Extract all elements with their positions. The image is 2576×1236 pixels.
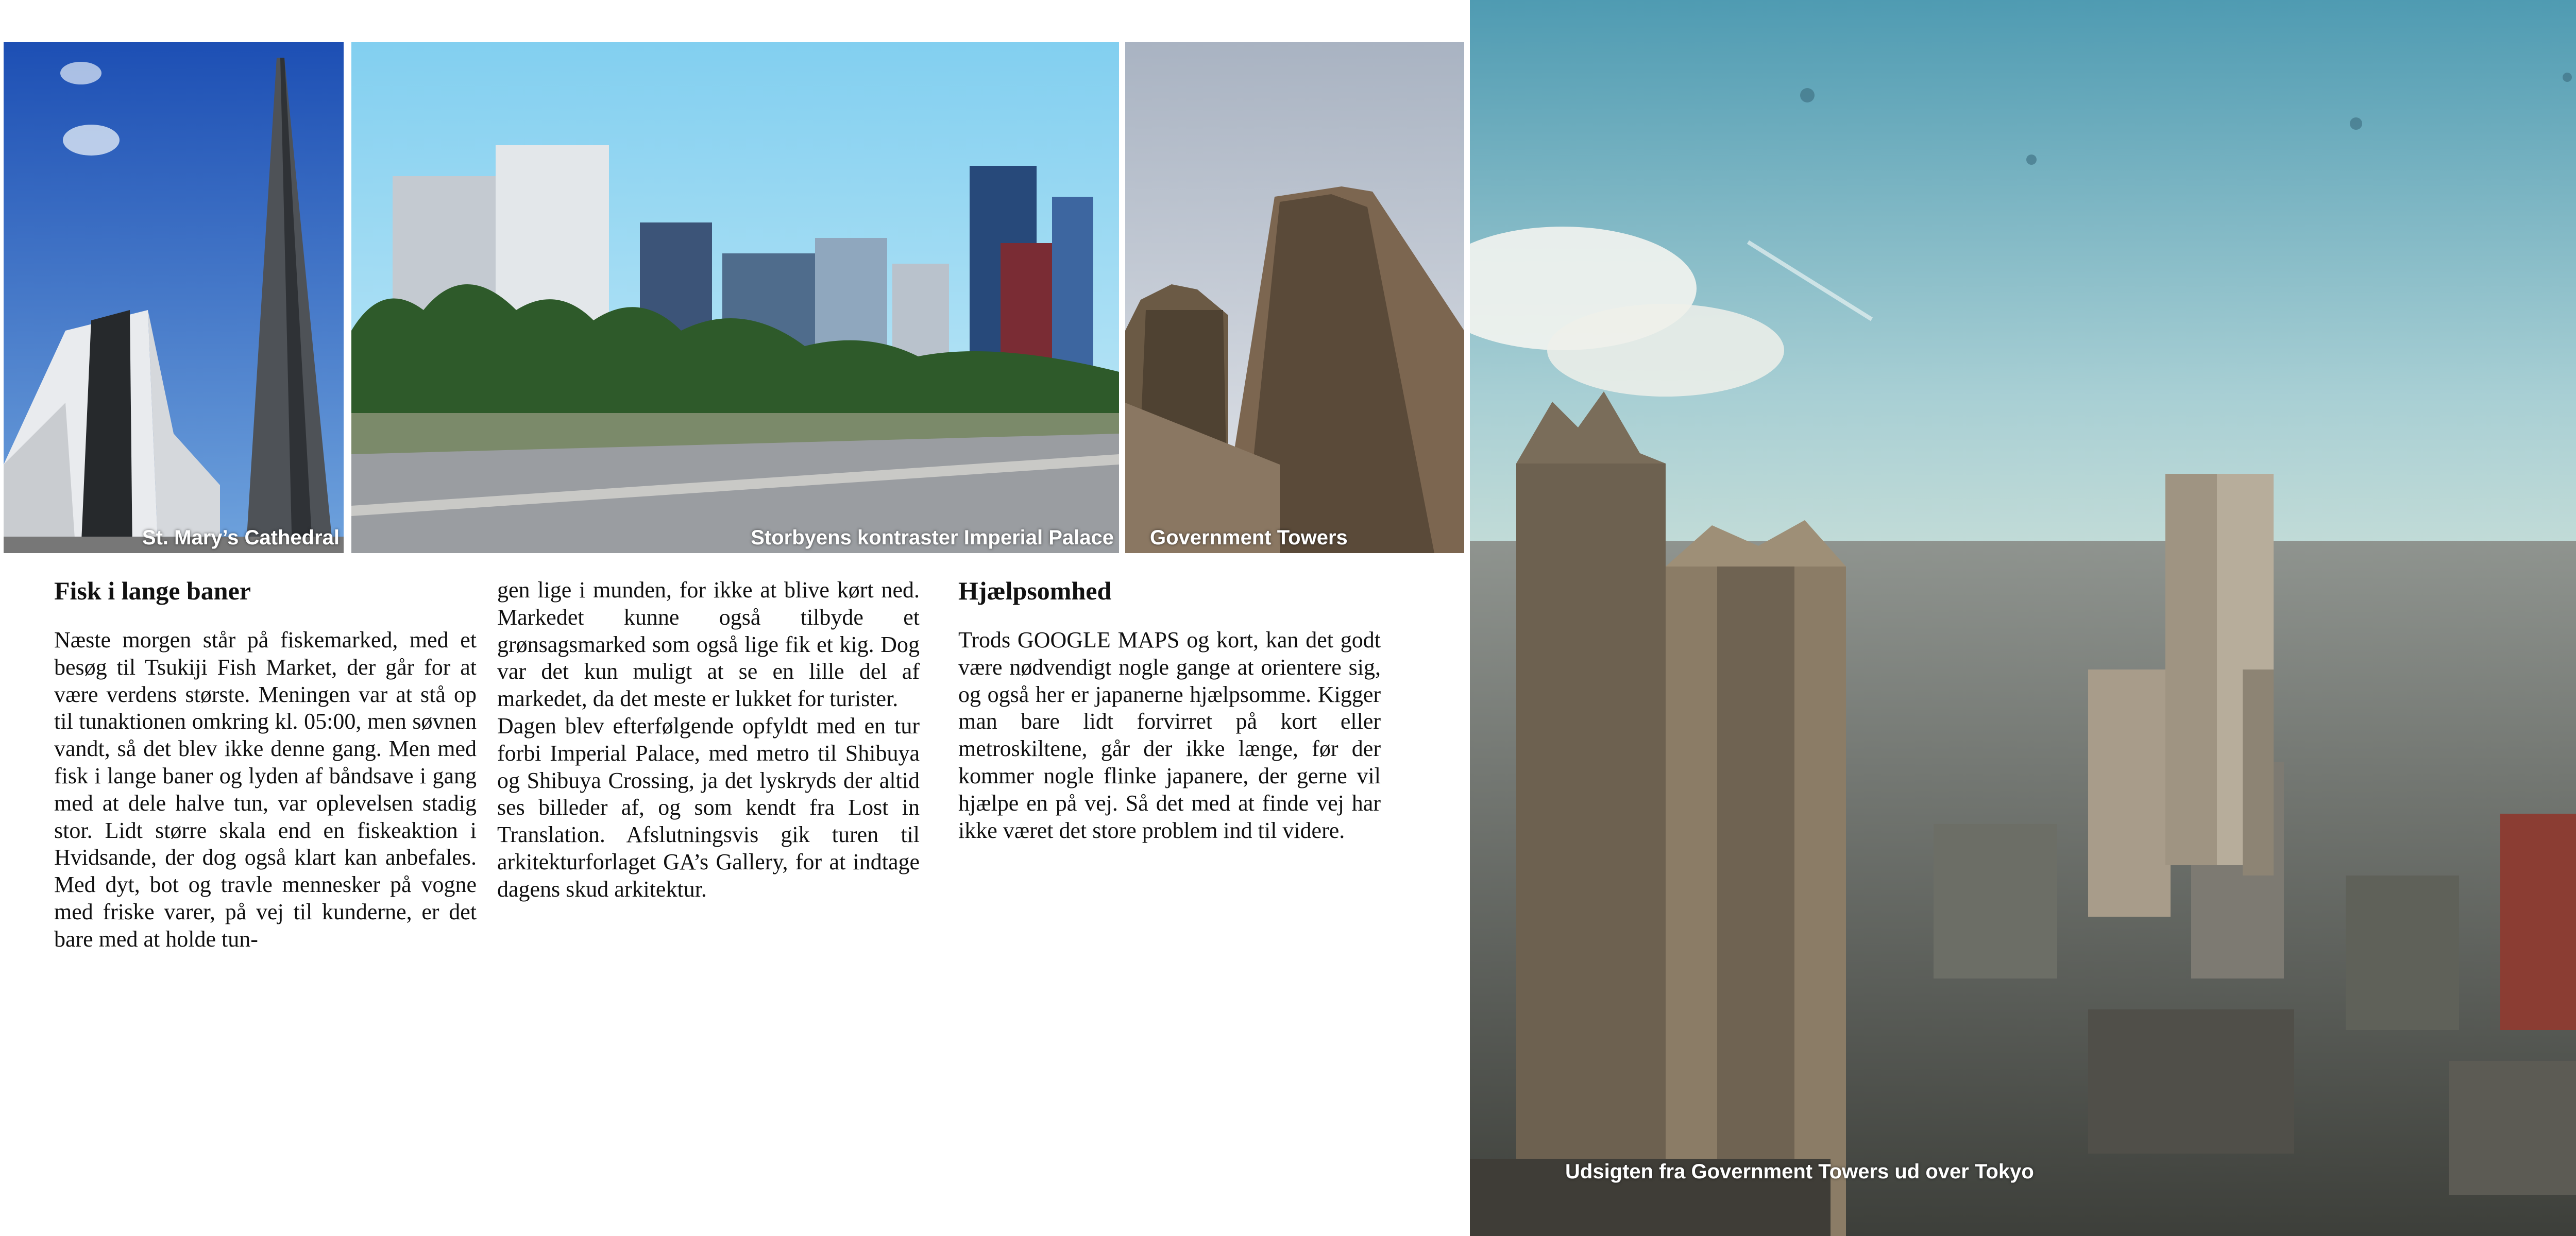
article-paragraph: gen lige i munden, for ikke at blive kørt ned. Markedet kunne også tilbyde et grønsagsmarked som også lige fik et kig. Dog var det kun muligt at se en lille del af markedet, da det meste er lukket for turister.	[497, 577, 920, 712]
tokyo-panorama-image	[1470, 0, 2576, 1236]
imperial-palace-image	[351, 42, 1119, 553]
caption-imperial-palace: Storbyens kontraster Imperial Palace	[751, 526, 1114, 549]
article-paragraph: Trods GOOGLE MAPS og kort, kan det godt være nødvendigt nogle gange at orientere sig, og også her er japanerne hjælpsomme. Kigger man bare lidt forvirret på kort eller metroskiltene, går der ikke længe, før der kommer nogle flinke japanere, der gerne vil hjælpe en på vej. Så det med at finde vej har ikke været det store problem ind til videre.	[958, 627, 1381, 843]
heading-hjaelpsomhed: Hjælpsomhed	[958, 576, 1112, 605]
article-continuation	[497, 577, 920, 903]
government-towers-image	[1125, 42, 1464, 553]
caption-st-marys-cathedral: St. Mary’s Cathedral	[142, 526, 340, 549]
caption-tokyo-panorama: Udsigten fra Government Towers ud over Tokyo	[1565, 1160, 2034, 1183]
article-paragraph: Dagen blev efterfølgende opfyldt med en tur forbi Imperial Palace, med metro til Shibuya og Shibuya Crossing, ja det lyskryds der altid ses billeder af, og som kendt fra Lost in Translation. Afslutningsvis gik turen til arkitekturforlaget GA’s Gallery, for at indtage dagens skud arkitektur.	[497, 713, 920, 902]
heading-fisk-i-lange-baner: Fisk i lange baner	[54, 576, 251, 605]
photo-imperial-palace	[351, 42, 1119, 553]
cathedral-image	[4, 42, 344, 553]
photo-st-marys-cathedral	[4, 42, 344, 553]
photo-government-towers	[1125, 42, 1464, 553]
article-fisk-i-lange-baner	[54, 577, 477, 953]
photo-tokyo-panorama	[1470, 0, 2576, 1236]
article-hjaelpsomhed	[958, 577, 1381, 844]
caption-government-towers: Government Towers	[1150, 526, 1348, 549]
article-paragraph: Næste morgen står på fiskemarked, med et besøg til Tsukiji Fish Market, der går for at være verdens største. Meningen var at stå op til tunaktionen omkring kl. 05:00, men søvnen vandt, så det blev ikke denne gang. Men med fisk i lange baner og lyden af båndsave i gang med at dele halve tun, var oplevelsen stadig stor. Lidt større skala end en fiskeaktion i Hvidsande, der dog også klart kan anbefales. Med dyt, bot og travle mennesker på vogne med friske varer, på vej til kunderne, er det bare med at holde tun-	[54, 627, 477, 952]
